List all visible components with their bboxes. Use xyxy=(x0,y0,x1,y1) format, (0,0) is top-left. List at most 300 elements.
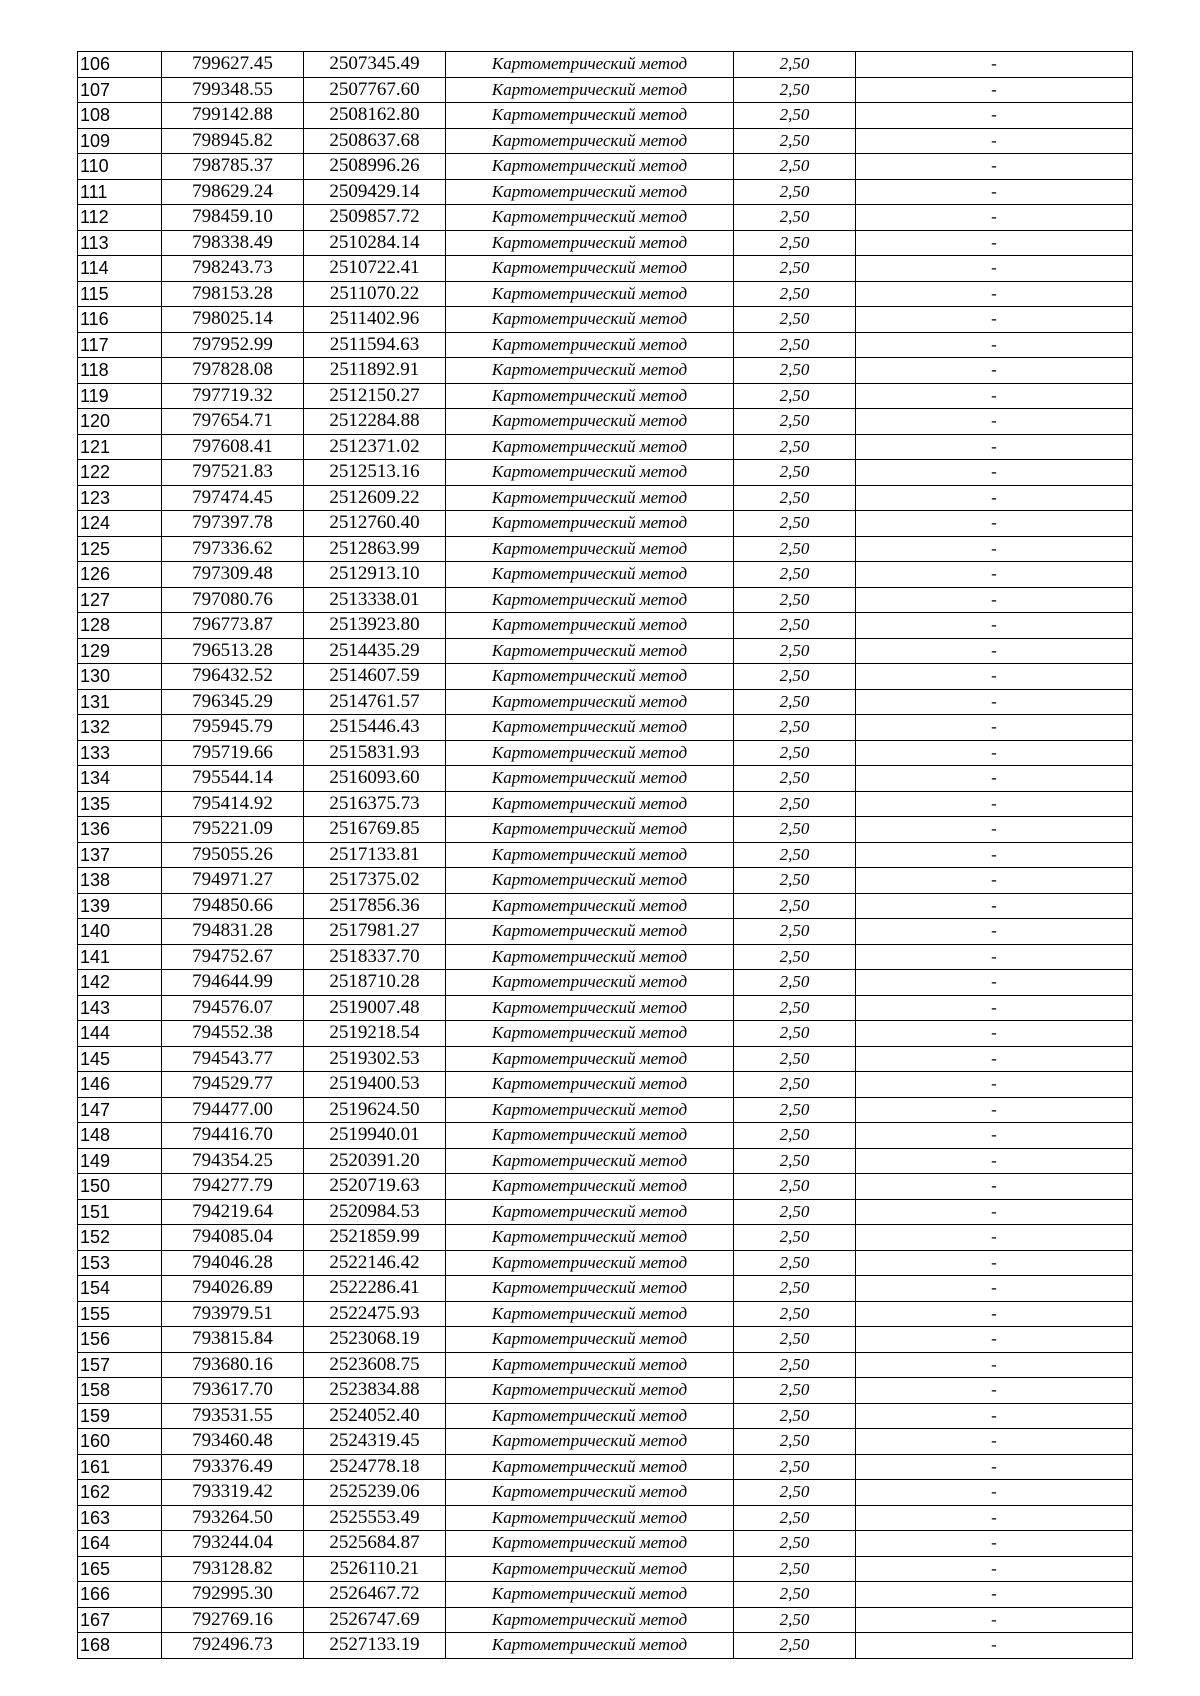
table-row xyxy=(78,1072,1133,1098)
table-row xyxy=(78,1097,1133,1123)
description-cell: - xyxy=(856,332,1133,358)
method-cell: Картометрический метод xyxy=(446,944,734,970)
table-row xyxy=(78,460,1133,486)
method-cell: Картометрический метод xyxy=(446,52,734,78)
coordinate-y-cell: 2522286.41 xyxy=(304,1276,446,1302)
table-row xyxy=(78,995,1133,1021)
description-cell: - xyxy=(856,1276,1133,1302)
table-row xyxy=(78,1199,1133,1225)
accuracy-cell: 2,50 xyxy=(734,766,856,792)
coordinate-x-cell: 794552.38 xyxy=(162,1021,304,1047)
accuracy-cell: 2,50 xyxy=(734,1021,856,1047)
method-cell: Картометрический метод xyxy=(446,1429,734,1455)
description-cell: - xyxy=(856,664,1133,690)
coordinate-x-cell: 795719.66 xyxy=(162,740,304,766)
point-number-cell: 156 xyxy=(78,1327,162,1353)
accuracy-cell: 2,50 xyxy=(734,1276,856,1302)
coordinate-x-cell: 793264.50 xyxy=(162,1505,304,1531)
coordinate-x-cell: 792769.16 xyxy=(162,1607,304,1633)
table-row xyxy=(78,638,1133,664)
coordinate-y-cell: 2519218.54 xyxy=(304,1021,446,1047)
point-number-cell: 122 xyxy=(78,460,162,486)
point-number-cell: 161 xyxy=(78,1454,162,1480)
coordinate-y-cell: 2510284.14 xyxy=(304,230,446,256)
coordinate-x-cell: 794085.04 xyxy=(162,1225,304,1251)
point-number-cell: 135 xyxy=(78,791,162,817)
description-cell: - xyxy=(856,205,1133,231)
table-row xyxy=(78,689,1133,715)
coordinate-y-cell: 2507345.49 xyxy=(304,52,446,78)
table-row xyxy=(78,868,1133,894)
point-number-cell: 120 xyxy=(78,409,162,435)
coordinate-y-cell: 2519007.48 xyxy=(304,995,446,1021)
description-cell: - xyxy=(856,562,1133,588)
table-row xyxy=(78,1556,1133,1582)
accuracy-cell: 2,50 xyxy=(734,1199,856,1225)
accuracy-cell: 2,50 xyxy=(734,562,856,588)
accuracy-cell: 2,50 xyxy=(734,1225,856,1251)
point-number-cell: 162 xyxy=(78,1480,162,1506)
coordinate-x-cell: 792496.73 xyxy=(162,1633,304,1659)
description-cell: - xyxy=(856,1505,1133,1531)
coordinate-x-cell: 793244.04 xyxy=(162,1531,304,1557)
table-row xyxy=(78,154,1133,180)
coordinate-y-cell: 2518710.28 xyxy=(304,970,446,996)
coordinate-y-cell: 2523834.88 xyxy=(304,1378,446,1404)
method-cell: Картометрический метод xyxy=(446,1480,734,1506)
method-cell: Картометрический метод xyxy=(446,868,734,894)
table-row xyxy=(78,1021,1133,1047)
description-cell: - xyxy=(856,383,1133,409)
table-row xyxy=(78,485,1133,511)
accuracy-cell: 2,50 xyxy=(734,1403,856,1429)
accuracy-cell: 2,50 xyxy=(734,205,856,231)
coordinate-y-cell: 2508637.68 xyxy=(304,128,446,154)
accuracy-cell: 2,50 xyxy=(734,485,856,511)
accuracy-cell: 2,50 xyxy=(734,689,856,715)
coordinate-y-cell: 2512513.16 xyxy=(304,460,446,486)
coordinate-y-cell: 2512913.10 xyxy=(304,562,446,588)
coordinates-table-body xyxy=(78,52,1133,1659)
accuracy-cell: 2,50 xyxy=(734,154,856,180)
coordinate-x-cell: 797952.99 xyxy=(162,332,304,358)
coordinate-y-cell: 2524052.40 xyxy=(304,1403,446,1429)
table-row xyxy=(78,613,1133,639)
method-cell: Картометрический метод xyxy=(446,995,734,1021)
description-cell: - xyxy=(856,638,1133,664)
coordinate-y-cell: 2514435.29 xyxy=(304,638,446,664)
table-row xyxy=(78,205,1133,231)
point-number-cell: 138 xyxy=(78,868,162,894)
description-cell: - xyxy=(856,1174,1133,1200)
coordinate-x-cell: 793376.49 xyxy=(162,1454,304,1480)
coordinate-y-cell: 2525684.87 xyxy=(304,1531,446,1557)
point-number-cell: 168 xyxy=(78,1633,162,1659)
table-row xyxy=(78,919,1133,945)
coordinate-x-cell: 798243.73 xyxy=(162,256,304,282)
description-cell: - xyxy=(856,536,1133,562)
table-row xyxy=(78,103,1133,129)
description-cell: - xyxy=(856,791,1133,817)
point-number-cell: 134 xyxy=(78,766,162,792)
coordinate-y-cell: 2519940.01 xyxy=(304,1123,446,1149)
coordinate-y-cell: 2527133.19 xyxy=(304,1633,446,1659)
coordinate-x-cell: 797080.76 xyxy=(162,587,304,613)
accuracy-cell: 2,50 xyxy=(734,179,856,205)
coordinate-x-cell: 794850.66 xyxy=(162,893,304,919)
method-cell: Картометрический метод xyxy=(446,1123,734,1149)
description-cell: - xyxy=(856,281,1133,307)
coordinate-x-cell: 795055.26 xyxy=(162,842,304,868)
accuracy-cell: 2,50 xyxy=(734,1123,856,1149)
description-cell: - xyxy=(856,587,1133,613)
description-cell: - xyxy=(856,52,1133,78)
point-number-cell: 130 xyxy=(78,664,162,690)
coordinate-y-cell: 2512150.27 xyxy=(304,383,446,409)
method-cell: Картометрический метод xyxy=(446,970,734,996)
coordinate-y-cell: 2512284.88 xyxy=(304,409,446,435)
coordinate-x-cell: 798629.24 xyxy=(162,179,304,205)
point-number-cell: 160 xyxy=(78,1429,162,1455)
coordinate-x-cell: 799142.88 xyxy=(162,103,304,129)
coordinate-x-cell: 794831.28 xyxy=(162,919,304,945)
description-cell: - xyxy=(856,409,1133,435)
accuracy-cell: 2,50 xyxy=(734,613,856,639)
point-number-cell: 125 xyxy=(78,536,162,562)
coordinate-x-cell: 794477.00 xyxy=(162,1097,304,1123)
description-cell: - xyxy=(856,1123,1133,1149)
method-cell: Картометрический метод xyxy=(446,332,734,358)
table-row xyxy=(78,281,1133,307)
table-row xyxy=(78,1429,1133,1455)
accuracy-cell: 2,50 xyxy=(734,1633,856,1659)
coordinate-y-cell: 2509429.14 xyxy=(304,179,446,205)
coordinate-y-cell: 2507767.60 xyxy=(304,77,446,103)
method-cell: Картометрический метод xyxy=(446,1250,734,1276)
table-row xyxy=(78,1225,1133,1251)
point-number-cell: 118 xyxy=(78,358,162,384)
accuracy-cell: 2,50 xyxy=(734,281,856,307)
coordinate-x-cell: 798338.49 xyxy=(162,230,304,256)
coordinate-y-cell: 2523608.75 xyxy=(304,1352,446,1378)
coordinate-x-cell: 794219.64 xyxy=(162,1199,304,1225)
description-cell: - xyxy=(856,613,1133,639)
coordinate-y-cell: 2522475.93 xyxy=(304,1301,446,1327)
accuracy-cell: 2,50 xyxy=(734,1378,856,1404)
point-number-cell: 121 xyxy=(78,434,162,460)
coordinate-x-cell: 796773.87 xyxy=(162,613,304,639)
table-row xyxy=(78,1403,1133,1429)
accuracy-cell: 2,50 xyxy=(734,1556,856,1582)
coordinate-x-cell: 797336.62 xyxy=(162,536,304,562)
description-cell: - xyxy=(856,995,1133,1021)
description-cell: - xyxy=(856,256,1133,282)
accuracy-cell: 2,50 xyxy=(734,1327,856,1353)
point-number-cell: 158 xyxy=(78,1378,162,1404)
method-cell: Картометрический метод xyxy=(446,1072,734,1098)
coordinate-y-cell: 2517375.02 xyxy=(304,868,446,894)
method-cell: Картометрический метод xyxy=(446,1531,734,1557)
table-row xyxy=(78,1250,1133,1276)
description-cell: - xyxy=(856,1199,1133,1225)
point-number-cell: 124 xyxy=(78,511,162,537)
description-cell: - xyxy=(856,1454,1133,1480)
accuracy-cell: 2,50 xyxy=(734,970,856,996)
point-number-cell: 128 xyxy=(78,613,162,639)
coordinate-y-cell: 2516093.60 xyxy=(304,766,446,792)
point-number-cell: 151 xyxy=(78,1199,162,1225)
description-cell: - xyxy=(856,103,1133,129)
coordinate-y-cell: 2512863.99 xyxy=(304,536,446,562)
coordinate-x-cell: 794576.07 xyxy=(162,995,304,1021)
coordinate-y-cell: 2511070.22 xyxy=(304,281,446,307)
coordinate-y-cell: 2513923.80 xyxy=(304,613,446,639)
accuracy-cell: 2,50 xyxy=(734,638,856,664)
description-cell: - xyxy=(856,460,1133,486)
description-cell: - xyxy=(856,919,1133,945)
description-cell: - xyxy=(856,230,1133,256)
accuracy-cell: 2,50 xyxy=(734,1352,856,1378)
coordinate-x-cell: 795414.92 xyxy=(162,791,304,817)
accuracy-cell: 2,50 xyxy=(734,1582,856,1608)
accuracy-cell: 2,50 xyxy=(734,1072,856,1098)
method-cell: Картометрический метод xyxy=(446,1097,734,1123)
accuracy-cell: 2,50 xyxy=(734,995,856,1021)
table-row xyxy=(78,1607,1133,1633)
coordinate-x-cell: 793979.51 xyxy=(162,1301,304,1327)
coordinate-x-cell: 797309.48 xyxy=(162,562,304,588)
point-number-cell: 164 xyxy=(78,1531,162,1557)
point-number-cell: 114 xyxy=(78,256,162,282)
accuracy-cell: 2,50 xyxy=(734,1174,856,1200)
accuracy-cell: 2,50 xyxy=(734,664,856,690)
description-cell: - xyxy=(856,307,1133,333)
method-cell: Картометрический метод xyxy=(446,1454,734,1480)
point-number-cell: 155 xyxy=(78,1301,162,1327)
point-number-cell: 110 xyxy=(78,154,162,180)
coordinate-y-cell: 2516375.73 xyxy=(304,791,446,817)
coordinate-y-cell: 2518337.70 xyxy=(304,944,446,970)
point-number-cell: 117 xyxy=(78,332,162,358)
table-row xyxy=(78,179,1133,205)
coordinate-x-cell: 792995.30 xyxy=(162,1582,304,1608)
method-cell: Картометрический метод xyxy=(446,1556,734,1582)
coordinate-x-cell: 794354.25 xyxy=(162,1148,304,1174)
coordinate-x-cell: 798153.28 xyxy=(162,281,304,307)
description-cell: - xyxy=(856,1582,1133,1608)
description-cell: - xyxy=(856,128,1133,154)
point-number-cell: 167 xyxy=(78,1607,162,1633)
accuracy-cell: 2,50 xyxy=(734,1429,856,1455)
table-row xyxy=(78,1582,1133,1608)
table-row xyxy=(78,1454,1133,1480)
description-cell: - xyxy=(856,1097,1133,1123)
table-row xyxy=(78,1633,1133,1659)
method-cell: Картометрический метод xyxy=(446,587,734,613)
description-cell: - xyxy=(856,1225,1133,1251)
method-cell: Картометрический метод xyxy=(446,1378,734,1404)
coordinate-x-cell: 794752.67 xyxy=(162,944,304,970)
point-number-cell: 139 xyxy=(78,893,162,919)
description-cell: - xyxy=(856,1046,1133,1072)
point-number-cell: 112 xyxy=(78,205,162,231)
point-number-cell: 115 xyxy=(78,281,162,307)
coordinate-y-cell: 2525239.06 xyxy=(304,1480,446,1506)
coordinate-x-cell: 795544.14 xyxy=(162,766,304,792)
method-cell: Картометрический метод xyxy=(446,664,734,690)
method-cell: Картометрический метод xyxy=(446,791,734,817)
method-cell: Картометрический метод xyxy=(446,1582,734,1608)
description-cell: - xyxy=(856,868,1133,894)
table-row xyxy=(78,1531,1133,1557)
coordinate-y-cell: 2508996.26 xyxy=(304,154,446,180)
table-row xyxy=(78,791,1133,817)
point-number-cell: 109 xyxy=(78,128,162,154)
method-cell: Картометрический метод xyxy=(446,281,734,307)
accuracy-cell: 2,50 xyxy=(734,52,856,78)
method-cell: Картометрический метод xyxy=(446,817,734,843)
coordinate-y-cell: 2522146.42 xyxy=(304,1250,446,1276)
coordinate-y-cell: 2515446.43 xyxy=(304,715,446,741)
method-cell: Картометрический метод xyxy=(446,460,734,486)
point-number-cell: 146 xyxy=(78,1072,162,1098)
method-cell: Картометрический метод xyxy=(446,689,734,715)
accuracy-cell: 2,50 xyxy=(734,307,856,333)
point-number-cell: 113 xyxy=(78,230,162,256)
coordinate-x-cell: 798785.37 xyxy=(162,154,304,180)
coordinate-x-cell: 793815.84 xyxy=(162,1327,304,1353)
coordinate-y-cell: 2514761.57 xyxy=(304,689,446,715)
method-cell: Картометрический метод xyxy=(446,358,734,384)
description-cell: - xyxy=(856,1378,1133,1404)
method-cell: Картометрический метод xyxy=(446,1199,734,1225)
point-number-cell: 126 xyxy=(78,562,162,588)
accuracy-cell: 2,50 xyxy=(734,383,856,409)
accuracy-cell: 2,50 xyxy=(734,1505,856,1531)
method-cell: Картометрический метод xyxy=(446,307,734,333)
method-cell: Картометрический метод xyxy=(446,511,734,537)
coordinate-y-cell: 2511402.96 xyxy=(304,307,446,333)
coordinate-x-cell: 797654.71 xyxy=(162,409,304,435)
coordinate-x-cell: 794543.77 xyxy=(162,1046,304,1072)
coordinate-y-cell: 2511594.63 xyxy=(304,332,446,358)
table-row xyxy=(78,409,1133,435)
accuracy-cell: 2,50 xyxy=(734,791,856,817)
accuracy-cell: 2,50 xyxy=(734,587,856,613)
accuracy-cell: 2,50 xyxy=(734,1607,856,1633)
coordinate-x-cell: 793680.16 xyxy=(162,1352,304,1378)
point-number-cell: 165 xyxy=(78,1556,162,1582)
point-number-cell: 106 xyxy=(78,52,162,78)
coordinate-x-cell: 794971.27 xyxy=(162,868,304,894)
coordinate-y-cell: 2509857.72 xyxy=(304,205,446,231)
method-cell: Картометрический метод xyxy=(446,715,734,741)
table-row xyxy=(78,562,1133,588)
coordinate-y-cell: 2523068.19 xyxy=(304,1327,446,1353)
table-row xyxy=(78,893,1133,919)
description-cell: - xyxy=(856,766,1133,792)
table-row xyxy=(78,128,1133,154)
coordinate-y-cell: 2526747.69 xyxy=(304,1607,446,1633)
coordinate-x-cell: 797719.32 xyxy=(162,383,304,409)
point-number-cell: 137 xyxy=(78,842,162,868)
point-number-cell: 133 xyxy=(78,740,162,766)
method-cell: Картометрический метод xyxy=(446,919,734,945)
point-number-cell: 166 xyxy=(78,1582,162,1608)
point-number-cell: 143 xyxy=(78,995,162,1021)
description-cell: - xyxy=(856,179,1133,205)
coordinate-y-cell: 2524319.45 xyxy=(304,1429,446,1455)
description-cell: - xyxy=(856,970,1133,996)
method-cell: Картометрический метод xyxy=(446,740,734,766)
coordinate-x-cell: 794277.79 xyxy=(162,1174,304,1200)
description-cell: - xyxy=(856,511,1133,537)
description-cell: - xyxy=(856,154,1133,180)
description-cell: - xyxy=(856,740,1133,766)
method-cell: Картометрический метод xyxy=(446,1633,734,1659)
table-row xyxy=(78,511,1133,537)
accuracy-cell: 2,50 xyxy=(734,103,856,129)
method-cell: Картометрический метод xyxy=(446,562,734,588)
coordinate-y-cell: 2519302.53 xyxy=(304,1046,446,1072)
description-cell: - xyxy=(856,944,1133,970)
accuracy-cell: 2,50 xyxy=(734,511,856,537)
coordinate-y-cell: 2519400.53 xyxy=(304,1072,446,1098)
accuracy-cell: 2,50 xyxy=(734,77,856,103)
coordinate-y-cell: 2526467.72 xyxy=(304,1582,446,1608)
table-row xyxy=(78,766,1133,792)
coordinate-y-cell: 2517133.81 xyxy=(304,842,446,868)
coordinate-y-cell: 2514607.59 xyxy=(304,664,446,690)
table-row xyxy=(78,715,1133,741)
method-cell: Картометрический метод xyxy=(446,638,734,664)
table-row xyxy=(78,307,1133,333)
coordinate-y-cell: 2517981.27 xyxy=(304,919,446,945)
description-cell: - xyxy=(856,1480,1133,1506)
accuracy-cell: 2,50 xyxy=(734,944,856,970)
description-cell: - xyxy=(856,1607,1133,1633)
point-number-cell: 150 xyxy=(78,1174,162,1200)
method-cell: Картометрический метод xyxy=(446,383,734,409)
method-cell: Картометрический метод xyxy=(446,434,734,460)
point-number-cell: 123 xyxy=(78,485,162,511)
coordinate-x-cell: 798945.82 xyxy=(162,128,304,154)
point-number-cell: 140 xyxy=(78,919,162,945)
coordinate-x-cell: 796432.52 xyxy=(162,664,304,690)
coordinate-x-cell: 794046.28 xyxy=(162,1250,304,1276)
coordinate-y-cell: 2515831.93 xyxy=(304,740,446,766)
table-row xyxy=(78,1352,1133,1378)
description-cell: - xyxy=(856,1072,1133,1098)
accuracy-cell: 2,50 xyxy=(734,128,856,154)
point-number-cell: 141 xyxy=(78,944,162,970)
point-number-cell: 111 xyxy=(78,179,162,205)
accuracy-cell: 2,50 xyxy=(734,1097,856,1123)
coordinate-x-cell: 794416.70 xyxy=(162,1123,304,1149)
accuracy-cell: 2,50 xyxy=(734,332,856,358)
coordinate-y-cell: 2520984.53 xyxy=(304,1199,446,1225)
table-row xyxy=(78,817,1133,843)
coordinate-y-cell: 2511892.91 xyxy=(304,358,446,384)
coordinate-y-cell: 2525553.49 xyxy=(304,1505,446,1531)
method-cell: Картометрический метод xyxy=(446,1607,734,1633)
description-cell: - xyxy=(856,1403,1133,1429)
accuracy-cell: 2,50 xyxy=(734,1480,856,1506)
point-number-cell: 132 xyxy=(78,715,162,741)
coordinate-x-cell: 794529.77 xyxy=(162,1072,304,1098)
coordinate-x-cell: 793531.55 xyxy=(162,1403,304,1429)
description-cell: - xyxy=(856,1531,1133,1557)
